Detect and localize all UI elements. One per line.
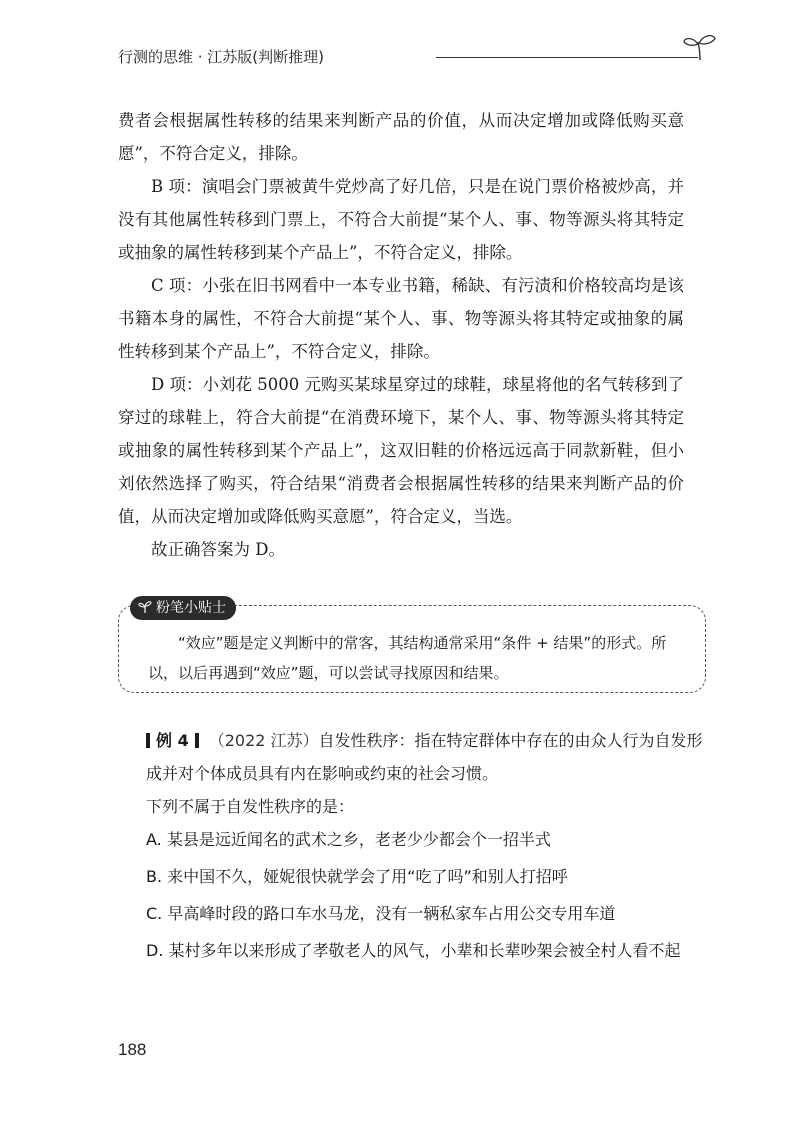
tip-badge-label: 粉笔小贴士	[156, 600, 226, 616]
tip-text: “效应”题是定义判断中的常客，其结构通常采用“条件 + 结果”的形式。所以，以后再遇到“效应”题，可以尝试寻找原因和结果。	[148, 634, 667, 682]
body-paragraph-d	[118, 368, 684, 533]
page-number: 188	[118, 1040, 147, 1059]
option-d: D. 某村多年以来形成了孝敬老人的风气，小辈和长辈吵架会被全村人看不起	[146, 941, 681, 960]
option-b-analysis: B 项：演唱会门票被黄牛党炒高了好几倍，只是在说门票价格被炒高，并没有其他属性转移到门票上，不符合大前提“某个人、事、物等源头将其特定或抽象的属性转移到某个产品上”，不符合定义，排除。	[118, 177, 684, 262]
option-d-analysis: D 项：小刘花 5000 元购买某球星穿过的球鞋，球星将他的名气转移到了穿过的球鞋上，符合大前提“在消费环境下，某个人、事、物等源头将其特定或抽象的属性转移到某个产品上”，这双旧鞋的价格远远高于同款新鞋，但小刘依然选择了购买，符合结果“消费者会根据属性转移的结果来判断产品的价值，从而决定增加或降低购买意愿”，符合定义，当选。	[118, 375, 684, 526]
body-paragraph-c	[118, 269, 684, 368]
sprout-icon	[680, 32, 720, 66]
answer-statement: 故正确答案为 D。	[151, 540, 285, 559]
example-label: 例 4	[156, 731, 189, 750]
example-header	[146, 724, 706, 790]
continued-paragraph: 费者会根据属性转移的结果来判断产品的价值，从而决定增加或降低购买意愿”，不符合定义，排除。	[118, 111, 684, 163]
running-header	[118, 40, 718, 68]
tip-badge	[130, 596, 236, 620]
example-source: （2022 江苏）	[208, 731, 319, 750]
example-definition: 自发性秩序：指在特定群体中存在的由众人行为自发形成并对个体成员具有内在影响或约束的社会习惯。	[146, 731, 703, 783]
label-bar-right	[195, 733, 199, 748]
option-b: B. 来中国不久，娅妮很快就学会了用“吃了吗”和别人打招呼	[146, 867, 568, 886]
header-rule	[436, 57, 698, 58]
question-text: 下列不属于自发性秩序的是：	[146, 797, 355, 816]
option-c-analysis: C 项：小张在旧书网看中一本专业书籍，稀缺、有污渍和价格较高均是该书籍本身的属性，不符合大前提“某个人、事、物等源头将其特定或抽象的属性转移到某个产品上”，不符合定义，排除。	[118, 276, 684, 361]
body-paragraph-answer	[118, 533, 684, 566]
body-paragraph-1	[118, 104, 684, 170]
header-title: 行测的思维 · 江苏版(判断推理)	[118, 48, 325, 66]
leaf-icon	[138, 598, 152, 622]
option-c: C. 早高峰时段的路口车水马龙，没有一辆私家车占用公交专用车道	[146, 904, 616, 923]
option-list	[146, 823, 706, 967]
option-a: A. 某县是远近闻名的武术之乡，老老少少都会个一招半式	[146, 830, 551, 849]
question-stem	[146, 790, 706, 823]
tip-content	[148, 628, 688, 688]
body-paragraph-b	[118, 170, 684, 269]
label-bar-left	[146, 733, 150, 748]
